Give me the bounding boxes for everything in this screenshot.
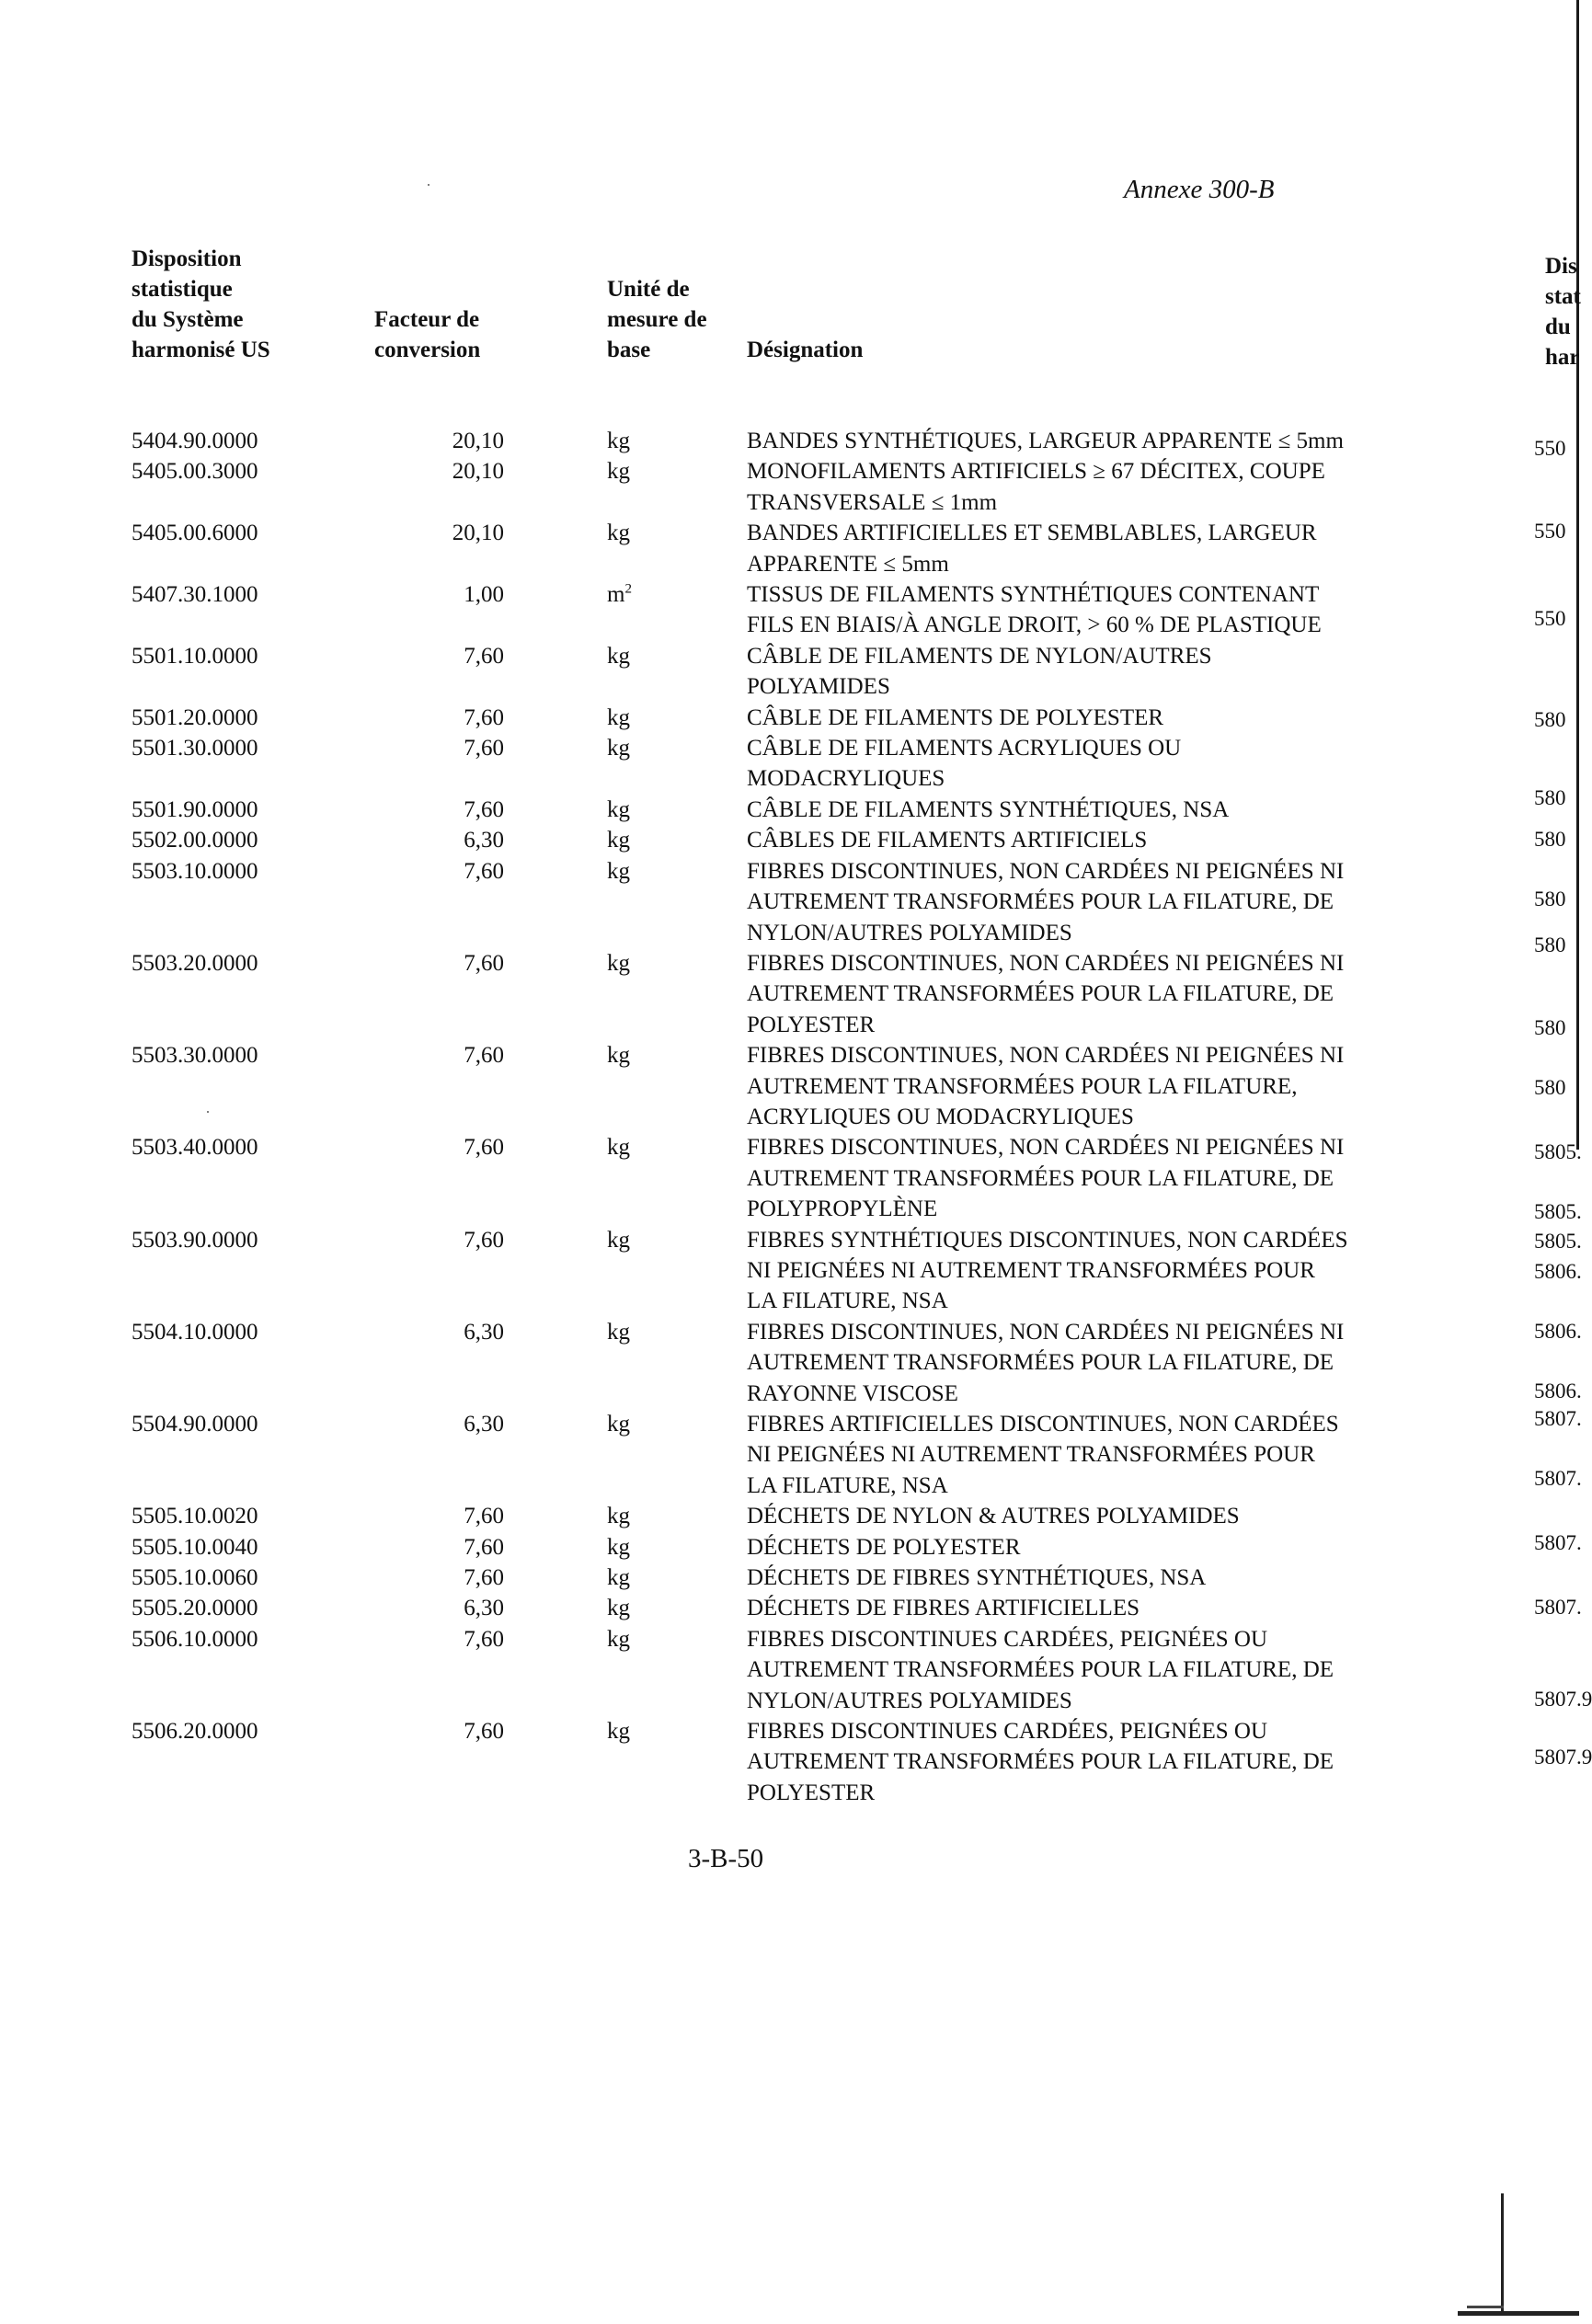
table-row: [0, 1593, 1582, 1623]
right-page-code-fragment: 580: [1534, 1076, 1566, 1099]
conversion-factor: 7,60: [464, 643, 504, 669]
hs-code: 5505.10.0020: [132, 1504, 258, 1529]
unit-text: kg: [607, 796, 630, 822]
designation-line: FILS EN BIAIS/À ANGLE DROIT, > 60 % DE PLASTIQUE: [747, 612, 1322, 638]
designation-line: NI PEIGNÉES NI AUTREMENT TRANSFORMÉES POUR: [747, 1442, 1315, 1468]
right-page-code-fragment: 5805.: [1534, 1200, 1582, 1223]
table-row: [0, 641, 1579, 703]
unit-of-measure: [607, 795, 630, 825]
designation-line: AUTREMENT TRANSFORMÉES POUR LA FILATURE,: [747, 1073, 1298, 1099]
annex-label: Annexe 300-B: [1124, 175, 1275, 204]
designation-line: FIBRES DISCONTINUES, NON CARDÉES NI PEIGNÉES NI: [747, 1043, 1345, 1069]
conversion-factor: 7,60: [464, 1227, 504, 1253]
hs-code: 5501.10.0000: [132, 643, 258, 669]
hs-code: 5506.10.0000: [132, 1626, 258, 1652]
header-facteur-line: conversion: [374, 338, 481, 362]
conversion-factor: 7,60: [464, 796, 504, 822]
hs-code: 5503.10.0000: [132, 858, 258, 884]
hs-code: 5501.90.0000: [132, 796, 258, 822]
designation-line: NI PEIGNÉES NI AUTREMENT TRANSFORMÉES POUR: [747, 1257, 1315, 1283]
designation-line: FIBRES DISCONTINUES, NON CARDÉES NI PEIGNÉES NI: [747, 858, 1345, 884]
header-unite-line: mesure de: [607, 307, 707, 332]
designation: [747, 1624, 1446, 1716]
unit-text: kg: [607, 1565, 630, 1591]
unit-text: kg: [607, 429, 630, 453]
designation-line: POLYESTER: [747, 1780, 876, 1805]
right-page-code-fragment: 580: [1534, 786, 1566, 809]
hs-code: 5503.90.0000: [132, 1227, 258, 1253]
unit-of-measure: [607, 1317, 630, 1347]
designation: [747, 1716, 1446, 1808]
unit-of-measure: [607, 856, 630, 887]
unit-text: kg: [607, 828, 630, 853]
unit-of-measure: [607, 1593, 630, 1623]
unit-of-measure: [607, 1532, 630, 1563]
unit-of-measure: [607, 1501, 630, 1531]
header-facteur-line: Facteur de: [374, 307, 480, 332]
binding-mark-stem: [1501, 2193, 1504, 2313]
header-facteur: [374, 304, 480, 365]
unit-text: kg: [607, 1504, 630, 1529]
header-disposition-line: Disposition: [132, 246, 242, 271]
designation-line: DÉCHETS DE FIBRES SYNTHÉTIQUES, NSA: [747, 1565, 1207, 1591]
designation-line: NYLON/AUTRES POLYAMIDES: [747, 1688, 1072, 1713]
right-header-line: har: [1545, 345, 1580, 370]
hs-code: 5503.20.0000: [132, 950, 258, 976]
table-row: [0, 456, 1579, 518]
conversion-factor: 7,60: [464, 1565, 504, 1591]
right-page-code-fragment: 5807.: [1534, 1407, 1582, 1430]
conversion-factor: 7,60: [464, 858, 504, 884]
designation-line: CÂBLES DE FILAMENTS ARTIFICIELS: [747, 828, 1148, 853]
page-number: 3-B-50: [688, 1844, 764, 1873]
unit-text: kg: [607, 1227, 630, 1253]
designation: [747, 948, 1446, 1040]
conversion-factor: 7,60: [464, 1534, 504, 1560]
designation-line: FIBRES ARTIFICIELLES DISCONTINUES, NON CARDÉES: [747, 1412, 1339, 1437]
right-page-code-fragment: 580: [1534, 887, 1566, 910]
unit-of-measure: [607, 518, 630, 548]
designation-line: TRANSVERSALE ≤ 1mm: [747, 489, 998, 515]
designation-line: MONOFILAMENTS ARTIFICIELS ≥ 67 DÉCITEX, COUPE: [747, 459, 1325, 485]
unit-of-measure: [607, 1563, 630, 1593]
designation: [747, 703, 1446, 733]
right-page-code-fragment: 550: [1534, 607, 1566, 630]
unit-text: kg: [607, 1135, 630, 1161]
designation: [747, 1225, 1446, 1317]
designation-line: AUTREMENT TRANSFORMÉES POUR LA FILATURE, DE: [747, 981, 1334, 1007]
binding-mark-tick: [1467, 2306, 1504, 2308]
designation-line: AUTREMENT TRANSFORMÉES POUR LA FILATURE, DE: [747, 1165, 1334, 1191]
tariff-table: [0, 426, 1592, 1808]
designation: [747, 795, 1446, 825]
designation-line: LA FILATURE, NSA: [747, 1472, 948, 1498]
table-row: [0, 1531, 1582, 1563]
designation: [747, 1317, 1446, 1409]
designation-line: AUTREMENT TRANSFORMÉES POUR LA FILATURE, DE: [747, 1657, 1334, 1683]
hs-code: 5503.30.0000: [132, 1043, 258, 1069]
unit-text: kg: [607, 1596, 630, 1621]
table-row: [0, 825, 1579, 855]
header-designation: [747, 335, 863, 365]
unit-of-measure: [607, 1132, 630, 1162]
hs-code: 5505.10.0040: [132, 1534, 258, 1560]
hs-code: 5501.30.0000: [132, 736, 258, 761]
table-row: [0, 856, 1579, 948]
designation: [747, 1532, 1446, 1563]
designation: [747, 1593, 1446, 1623]
header-unite-line: base: [607, 338, 651, 362]
hs-code: 5504.10.0000: [132, 1319, 258, 1345]
right-page-header-fragment: [1545, 251, 1579, 372]
table-row: [0, 948, 1579, 1040]
conversion-factor: 7,60: [464, 950, 504, 976]
unit-of-measure: [607, 1716, 630, 1746]
unit-text: kg: [607, 1043, 630, 1069]
right-header-line: stat: [1545, 284, 1581, 309]
designation-line: ACRYLIQUES OU MODACRYLIQUES: [747, 1104, 1134, 1129]
right-page-code-fragment: 550: [1534, 520, 1566, 543]
designation-line: RAYONNE VISCOSE: [747, 1380, 958, 1406]
right-page-code-fragment: 580: [1534, 933, 1566, 956]
right-page-code-fragment: 5806.: [1534, 1380, 1582, 1402]
hs-code: 5502.00.0000: [132, 828, 258, 853]
hs-code: 5404.90.0000: [132, 429, 258, 453]
right-page-code-fragment: 5807.: [1534, 1467, 1582, 1490]
designation-line: TISSUS DE FILAMENTS SYNTHÉTIQUES CONTENANT: [747, 582, 1320, 608]
hs-code: 5407.30.1000: [132, 582, 258, 608]
designation-line: FIBRES SYNTHÉTIQUES DISCONTINUES, NON CARDÉES: [747, 1227, 1348, 1253]
conversion-factor: 7,60: [464, 1043, 504, 1069]
conversion-factor: 20,10: [452, 459, 504, 485]
table-row: [0, 579, 1579, 641]
right-page-code-fragment: 5807.: [1534, 1596, 1582, 1619]
designation: [747, 1501, 1446, 1531]
conversion-factor: 6,30: [464, 1319, 504, 1345]
table-row: [0, 1317, 1582, 1409]
table-row: [0, 426, 1579, 456]
unit-exponent: 2: [624, 581, 632, 597]
table-row: [0, 795, 1579, 825]
table-row: [0, 1040, 1579, 1132]
table-row: [0, 1624, 1592, 1716]
unit-text: kg: [607, 736, 630, 761]
table-row: [0, 1716, 1592, 1808]
designation: [747, 1409, 1446, 1501]
hs-code: 5503.40.0000: [132, 1135, 258, 1161]
designation: [747, 1563, 1446, 1593]
hs-code: 5405.00.3000: [132, 459, 258, 485]
conversion-factor: 6,30: [464, 1412, 504, 1437]
table-row: [0, 1225, 1582, 1317]
hs-code: 5506.20.0000: [132, 1719, 258, 1745]
right-page-code-fragment: 5806.: [1534, 1260, 1582, 1283]
conversion-factor: 7,60: [464, 1504, 504, 1529]
unit-text: kg: [607, 1626, 630, 1652]
unit-of-measure: [607, 1624, 630, 1654]
designation-line: POLYPROPYLÈNE: [747, 1196, 938, 1222]
table-row: [0, 1407, 1582, 1501]
unit-of-measure: [607, 579, 632, 610]
header-disposition-line: du Système: [132, 307, 244, 332]
designation-line: DÉCHETS DE FIBRES ARTIFICIELLES: [747, 1596, 1140, 1621]
header-disposition-line: harmonisé US: [132, 338, 270, 362]
right-page-code-fragment: 5807.9: [1534, 1688, 1592, 1711]
header-disposition-line: statistique: [132, 277, 233, 302]
designation-line: FIBRES DISCONTINUES, NON CARDÉES NI PEIGNÉES NI: [747, 1135, 1345, 1161]
conversion-factor: 20,10: [452, 429, 504, 453]
scan-speck: [428, 184, 429, 186]
right-page-code-fragment: 580: [1534, 708, 1566, 731]
table-row: [0, 518, 1579, 579]
right-page-code-fragment: 5806.: [1534, 1320, 1582, 1343]
table-row: [0, 1501, 1579, 1531]
designation-line: CÂBLE DE FILAMENTS SYNTHÉTIQUES, NSA: [747, 796, 1230, 822]
designation-line: AUTREMENT TRANSFORMÉES POUR LA FILATURE, DE: [747, 1350, 1334, 1376]
table-row: [0, 703, 1579, 733]
designation-line: CÂBLE DE FILAMENTS ACRYLIQUES OU: [747, 736, 1182, 761]
designation: [747, 1132, 1446, 1224]
designation: [747, 518, 1446, 579]
unit-text: kg: [607, 643, 630, 669]
table-row: [0, 1132, 1582, 1224]
unit-of-measure: [607, 456, 630, 487]
header-unite-line: Unité de: [607, 277, 690, 302]
designation-line: FIBRES DISCONTINUES CARDÉES, PEIGNÉES OU: [747, 1719, 1268, 1745]
designation-line: APPARENTE ≤ 5mm: [747, 551, 949, 577]
table-row: [0, 733, 1579, 795]
designation: [747, 856, 1446, 948]
unit-of-measure: [607, 733, 630, 763]
designation-line: CÂBLE DE FILAMENTS DE POLYESTER: [747, 704, 1164, 730]
designation-line: FIBRES DISCONTINUES CARDÉES, PEIGNÉES OU: [747, 1626, 1268, 1652]
designation: [747, 641, 1446, 703]
hs-code: 5501.20.0000: [132, 704, 258, 730]
designation-line: BANDES SYNTHÉTIQUES, LARGEUR APPARENTE ≤ 5mm: [747, 429, 1344, 453]
right-page-code-fragment: 550: [1534, 437, 1566, 460]
designation-line: DÉCHETS DE POLYESTER: [747, 1534, 1021, 1560]
unit-text: m: [607, 582, 625, 608]
unit-of-measure: [607, 1225, 630, 1255]
unit-of-measure: [607, 1409, 630, 1439]
conversion-factor: 7,60: [464, 736, 504, 761]
designation-line: FIBRES DISCONTINUES, NON CARDÉES NI PEIGNÉES NI: [747, 950, 1345, 976]
binding-mark: [1458, 2193, 1579, 2324]
conversion-factor: 6,30: [464, 1596, 504, 1621]
unit-of-measure: [607, 948, 630, 979]
hs-code: 5405.00.6000: [132, 521, 258, 546]
designation: [747, 825, 1446, 855]
header-unite: [607, 274, 707, 365]
designation: [747, 733, 1446, 795]
unit-text: kg: [607, 1719, 630, 1745]
right-page-code-fragment: 5805.: [1534, 1230, 1582, 1253]
unit-text: kg: [607, 704, 630, 730]
hs-code: 5505.20.0000: [132, 1596, 258, 1621]
unit-text: kg: [607, 1319, 630, 1345]
unit-of-measure: [607, 1040, 630, 1070]
right-header-line: du: [1545, 315, 1571, 339]
right-page-code-fragment: 5807.: [1534, 1531, 1582, 1554]
designation: [747, 1040, 1446, 1132]
right-page-code-fragment: 580: [1534, 828, 1566, 851]
designation-line: AUTREMENT TRANSFORMÉES POUR LA FILATURE, DE: [747, 1749, 1334, 1775]
header-designation-line: Désignation: [747, 338, 864, 362]
designation: [747, 426, 1446, 456]
designation: [747, 456, 1446, 518]
hs-code: 5505.10.0060: [132, 1565, 258, 1591]
designation-line: NYLON/AUTRES POLYAMIDES: [747, 920, 1072, 945]
designation-line: POLYESTER: [747, 1012, 876, 1037]
designation: [747, 579, 1446, 641]
designation-line: LA FILATURE, NSA: [747, 1288, 948, 1314]
binding-mark-base: [1458, 2311, 1579, 2316]
unit-text: kg: [607, 858, 630, 884]
designation-line: BANDES ARTIFICIELLES ET SEMBLABLES, LARGEUR: [747, 521, 1317, 546]
designation-line: FIBRES DISCONTINUES, NON CARDÉES NI PEIGNÉES NI: [747, 1319, 1345, 1345]
unit-of-measure: [607, 426, 630, 456]
unit-text: kg: [607, 1412, 630, 1437]
right-page-code-fragment: 5805.: [1534, 1140, 1582, 1163]
conversion-factor: 7,60: [464, 704, 504, 730]
unit-text: kg: [607, 1534, 630, 1560]
header-disposition: [132, 244, 270, 365]
conversion-factor: 7,60: [464, 1626, 504, 1652]
table-row: [0, 1563, 1579, 1593]
unit-of-measure: [607, 641, 630, 671]
unit-text: kg: [607, 950, 630, 976]
conversion-factor: 1,00: [464, 582, 504, 608]
designation-line: AUTREMENT TRANSFORMÉES POUR LA FILATURE, DE: [747, 889, 1334, 915]
designation-line: MODACRYLIQUES: [747, 766, 945, 792]
conversion-factor: 7,60: [464, 1135, 504, 1161]
unit-text: kg: [607, 459, 630, 485]
unit-text: kg: [607, 521, 630, 546]
designation-line: POLYAMIDES: [747, 674, 890, 700]
unit-of-measure: [607, 703, 630, 733]
right-page-code-fragment: 580: [1534, 1016, 1566, 1039]
designation-line: CÂBLE DE FILAMENTS DE NYLON/AUTRES: [747, 643, 1212, 669]
conversion-factor: 6,30: [464, 828, 504, 853]
designation-line: DÉCHETS DE NYLON & AUTRES POLYAMIDES: [747, 1504, 1240, 1529]
conversion-factor: 20,10: [452, 521, 504, 546]
right-header-line: Dis: [1545, 254, 1577, 279]
hs-code: 5504.90.0000: [132, 1412, 258, 1437]
right-page-code-fragment: 5807.9: [1534, 1746, 1592, 1769]
conversion-factor: 7,60: [464, 1719, 504, 1745]
unit-of-measure: [607, 825, 630, 855]
